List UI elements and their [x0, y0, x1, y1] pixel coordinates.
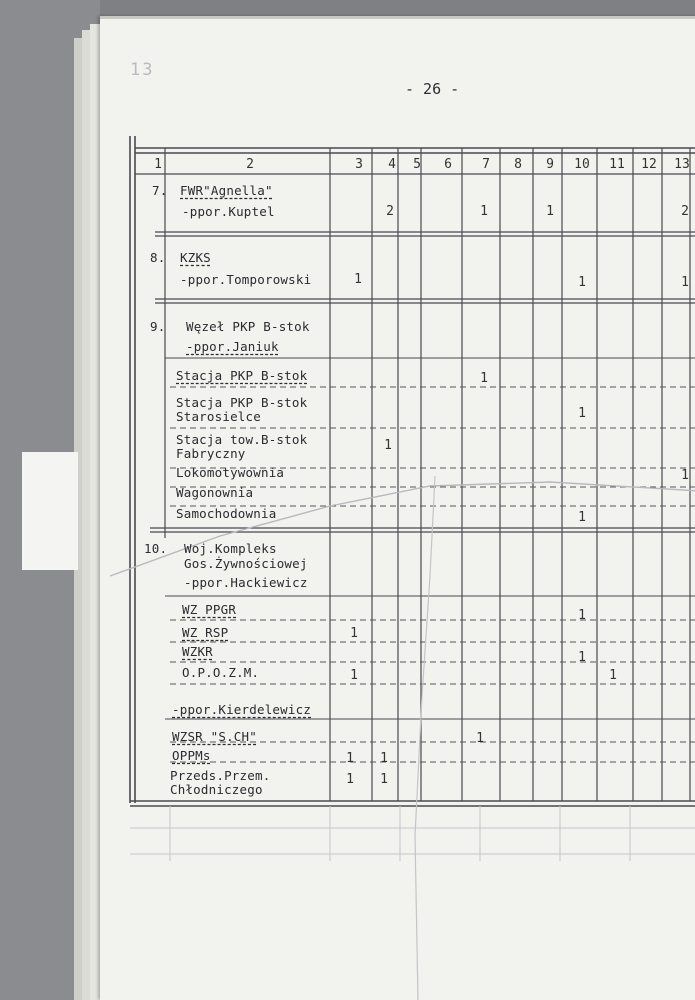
document-page: [100, 16, 695, 1000]
header-col-11: 11: [609, 157, 625, 172]
row-label: Wagonownia: [176, 485, 254, 500]
row-label: -ppor.Tomporowski: [180, 272, 312, 287]
row-label: Przeds.Przem.: [170, 768, 271, 783]
header-col-3: 3: [355, 157, 363, 172]
cell-value: 1: [380, 772, 388, 787]
header-col-8: 8: [514, 157, 522, 172]
row-label: WZKR: [182, 644, 213, 659]
row-label: KZKS: [180, 250, 211, 265]
row-label: Starosielce: [176, 409, 261, 424]
row-number: 10.: [144, 541, 168, 556]
row-label: Stacja PKP B-stok: [176, 395, 308, 410]
cell-value: 1: [346, 751, 354, 766]
cell-value: 1: [384, 438, 392, 453]
cell-value: 1: [350, 626, 358, 641]
cell-value: 2: [681, 204, 689, 219]
cell-value: 1: [480, 371, 488, 386]
row-number: 9.: [150, 319, 166, 334]
header-col-12: 12: [641, 157, 657, 172]
row-label: Chłodniczego: [170, 782, 263, 797]
page-number: - 26 -: [405, 80, 460, 98]
row-label: Stacja PKP B-stok: [176, 368, 308, 383]
row-label: -ppor.Kuptel: [182, 204, 275, 219]
row-label: -ppor.Kierdelewicz: [172, 702, 312, 717]
row-label: WZ RSP: [182, 625, 229, 640]
cell-value: 1: [578, 650, 586, 665]
cell-value: 1: [578, 608, 586, 623]
row-label: Węzeł PKP B-stok: [186, 319, 310, 334]
cell-value: 1: [546, 204, 554, 219]
cell-value: 1: [578, 275, 586, 290]
header-col-13: 13: [674, 157, 690, 172]
cell-value: 2: [386, 204, 394, 219]
cell-value: 1: [578, 510, 586, 525]
header-col-2: 2: [246, 157, 254, 172]
row-label: Woj.Kompleks: [184, 541, 277, 556]
row-label: Fabryczny: [176, 446, 246, 461]
header-col-6: 6: [444, 157, 452, 172]
row-label: Stacja tow.B-stok: [176, 432, 308, 447]
row-number: 8.: [150, 250, 166, 265]
row-label: FWR"Agnella": [180, 183, 273, 198]
row-label: -ppor.Hackiewicz: [184, 575, 308, 590]
row-label: WZ PPGR: [182, 602, 237, 617]
header-col-4: 4: [388, 157, 396, 172]
row-label: Lokomotywownia: [176, 465, 285, 480]
row-label: O.P.O.Z.M.: [182, 665, 260, 680]
row-label: Gos.Żywnościowej: [184, 556, 308, 571]
cell-value: 1: [609, 668, 617, 683]
cell-value: 1: [681, 468, 689, 483]
row-number: 7.: [152, 183, 168, 198]
row-label: Samochodownia: [176, 506, 277, 521]
header-col-9: 9: [546, 157, 554, 172]
ghost-page-number: 13: [130, 60, 155, 80]
header-col-5: 5: [413, 157, 421, 172]
header-col-1: 1: [154, 157, 162, 172]
row-label: -ppor.Janiuk: [186, 339, 279, 354]
header-col-7: 7: [482, 157, 490, 172]
paper-clip-slip: [22, 452, 78, 570]
cell-value: 1: [476, 731, 484, 746]
cell-value: 1: [354, 272, 362, 287]
cell-value: 1: [681, 275, 689, 290]
cell-value: 1: [380, 751, 388, 766]
cell-value: 1: [480, 204, 488, 219]
row-label: WZSR "S.CH": [172, 729, 257, 744]
cell-value: 1: [350, 668, 358, 683]
cell-value: 1: [578, 406, 586, 421]
row-label: OPPMs: [172, 748, 211, 763]
header-col-10: 10: [574, 157, 590, 172]
cell-value: 1: [346, 772, 354, 787]
